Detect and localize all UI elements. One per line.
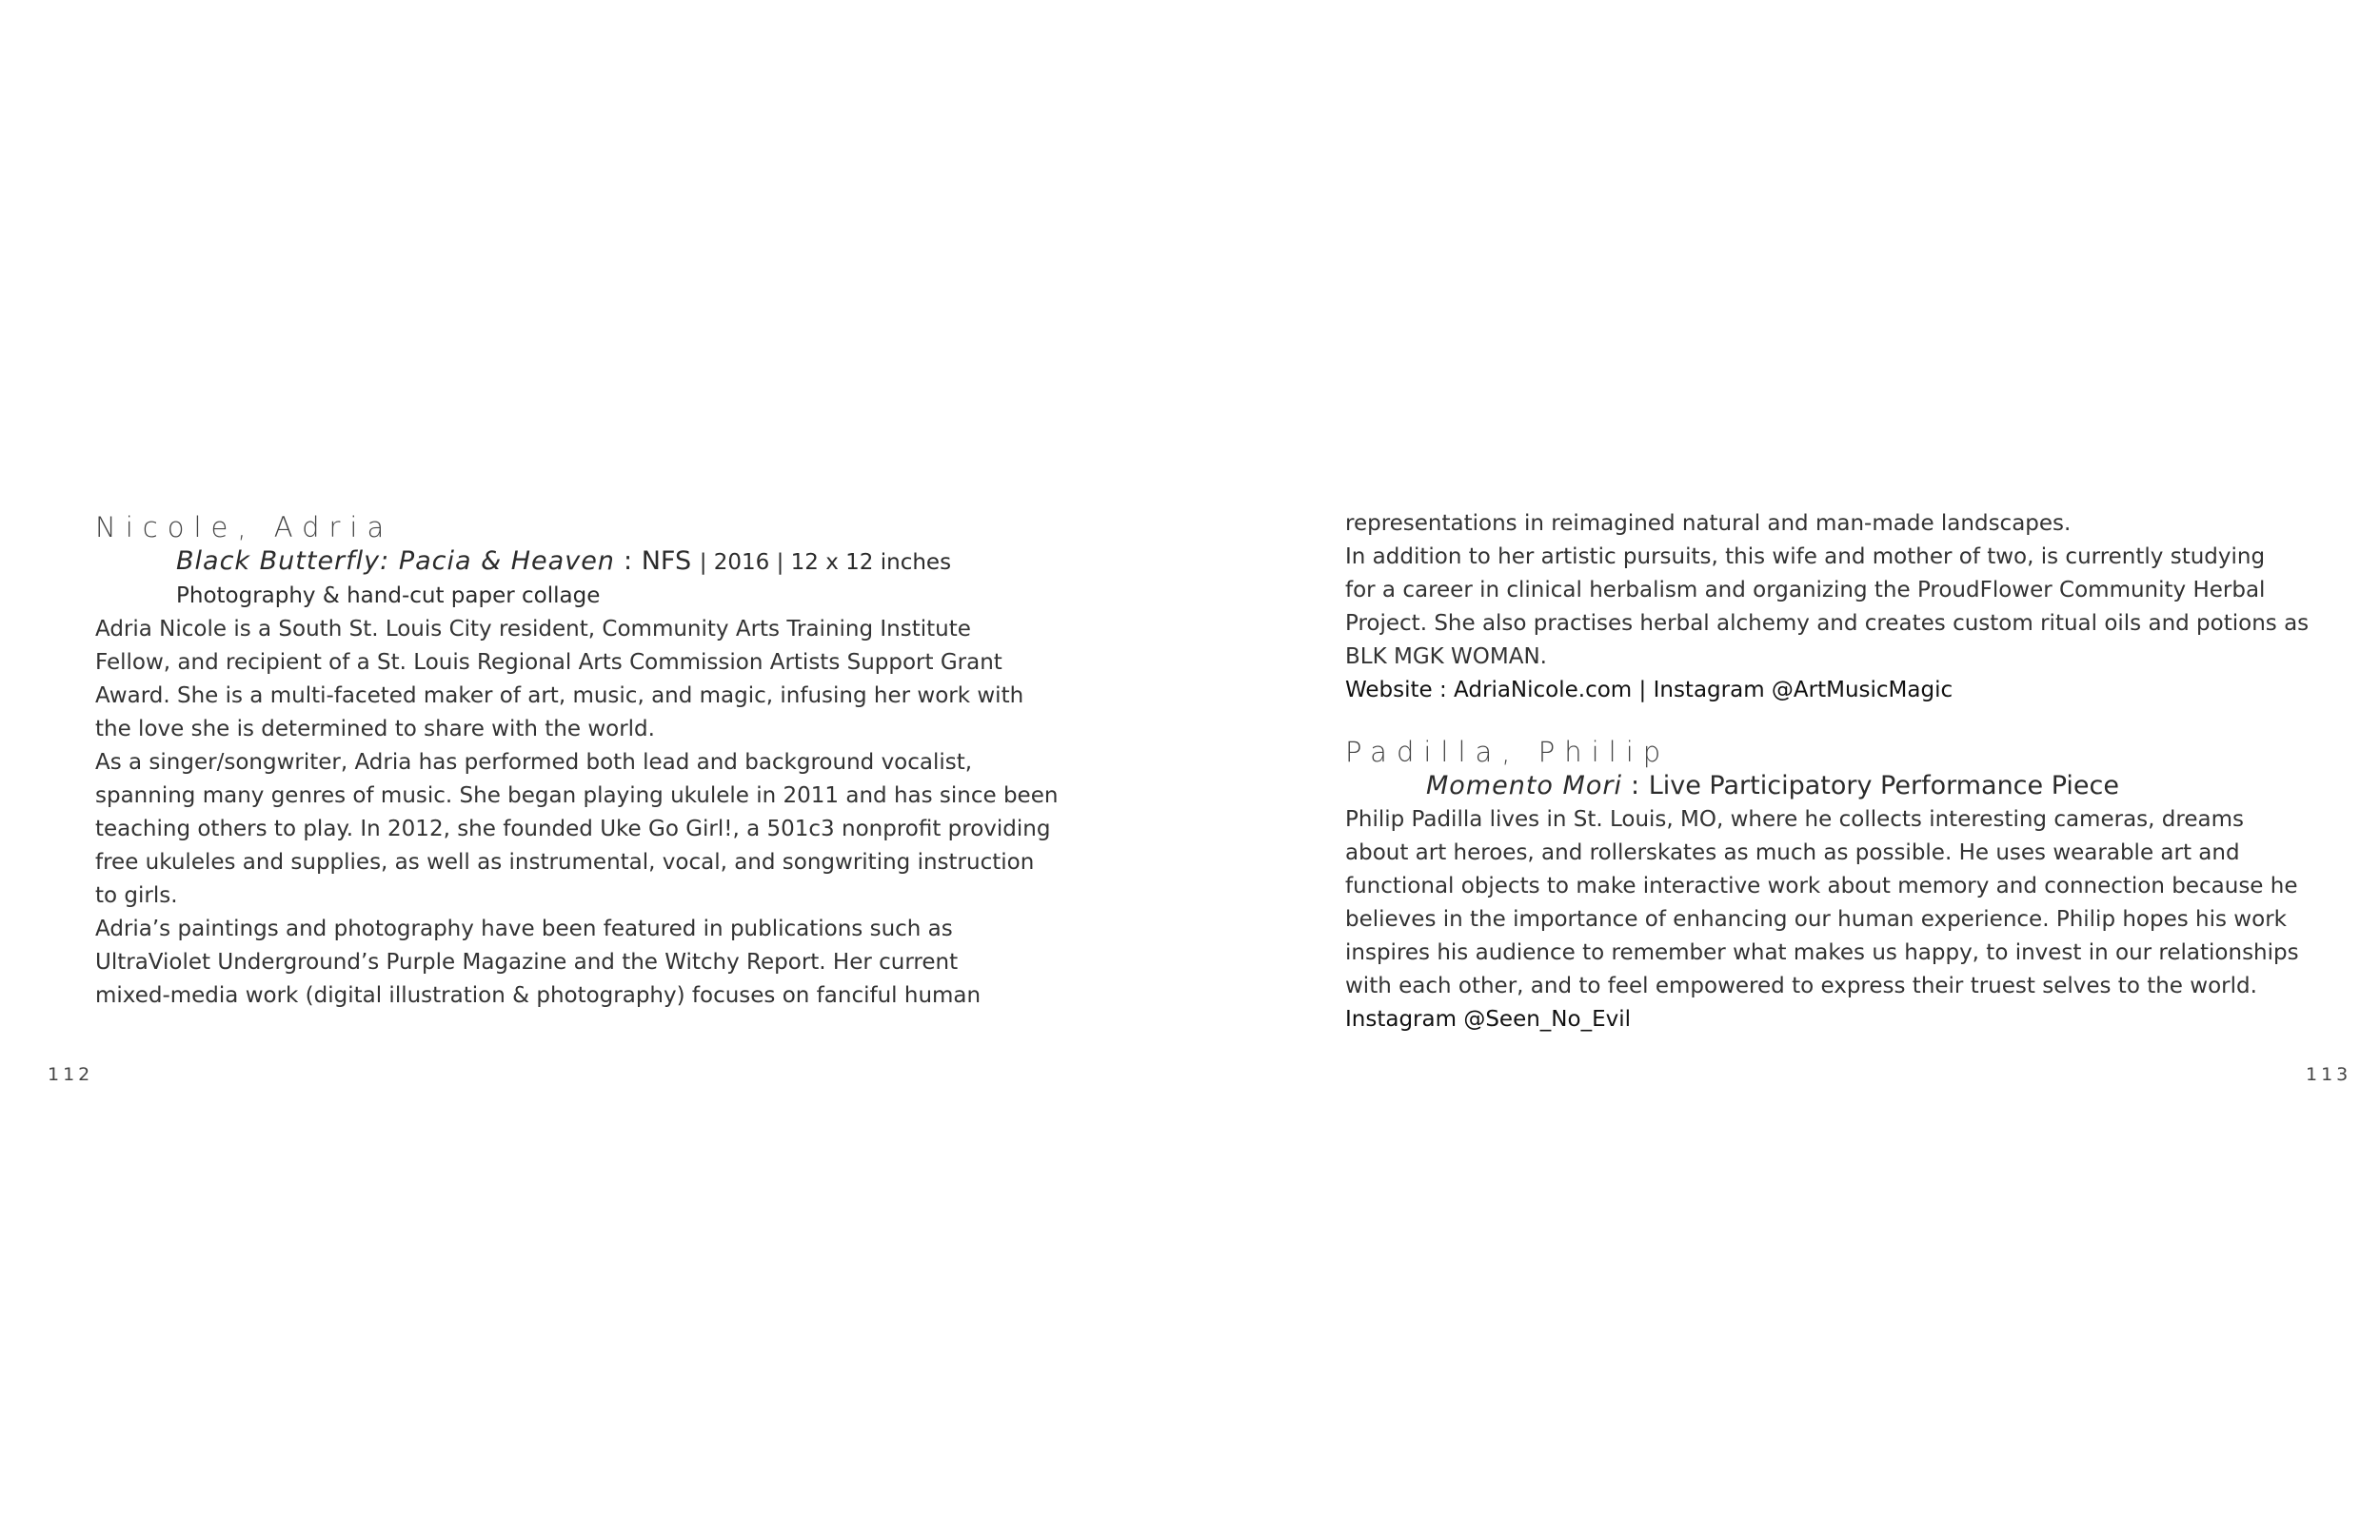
artwork-line — [95, 544, 1104, 580]
artist-bio-continued — [1345, 507, 2354, 674]
bio-line: free ukuleles and supplies, as well as instrumental, vocal, and songwriting instruction — [95, 850, 1035, 875]
bio-line: In addition to her artistic pursuits, this wife and mother of two, is currently studying — [1345, 544, 2266, 569]
artist-contact: Website : AdriaNicole.com | Instagram @ArtMusicMagic — [1345, 678, 1954, 702]
bio-line: believes in the importance of enhancing our human experience. Philip hopes his work — [1345, 907, 2287, 932]
bio-line: spanning many genres of music. She began playing ukulele in 2011 and has since been — [95, 783, 1059, 808]
artwork-separator: : — [614, 546, 642, 576]
artwork-price: NFS — [641, 546, 692, 576]
bio-line: the love she is determined to share with the world. — [95, 717, 655, 741]
bio-line: mixed-media work (digital illustration & photography) focuses on fanciful human — [95, 983, 982, 1008]
artist-contact: Instagram @Seen_No_Evil — [1345, 1007, 1631, 1032]
artist-entry-nicole — [95, 510, 1104, 1013]
bio-line: Adria Nicole is a South St. Louis City resident, Community Arts Training Institute — [95, 617, 971, 642]
bio-line: UltraViolet Underground’s Purple Magazine and the Witchy Report. Her current — [95, 950, 959, 975]
bio-line: Adria’s paintings and photography have been featured in publications such as — [95, 917, 953, 941]
bio-line: functional objects to make interactive work about memory and connection because he — [1345, 874, 2298, 898]
bio-line: teaching others to play. In 2012, she founded Uke Go Girl!, a 501c3 nonprofit providing — [95, 817, 1051, 841]
artwork-year-size: | 2016 | 12 x 12 inches — [699, 550, 952, 575]
bio-line: Project. She also practises herbal alchemy and creates custom ritual oils and potions as — [1345, 611, 2310, 636]
bio-line: for a career in clinical herbalism and organizing the ProudFlower Community Herbal — [1345, 578, 2266, 602]
artist-name: Nicole, Adria — [95, 511, 394, 543]
right-page — [1190, 0, 2380, 1540]
page-number: 113 — [2306, 1064, 2352, 1085]
bio-line: BLK MGK WOMAN. — [1345, 644, 1547, 669]
artist-entry-nicole-continued — [1345, 507, 2354, 707]
artist-name: Padilla, Philip — [1345, 736, 1671, 768]
artist-bio — [1345, 803, 2354, 1003]
bio-line: As a singer/songwriter, Adria has performed both lead and background vocalist, — [95, 750, 973, 775]
artwork-medium: Photography & hand-cut paper collage — [176, 583, 601, 608]
artwork-line — [1345, 769, 2354, 803]
bio-line: to girls. — [95, 883, 178, 908]
artist-entry-padilla — [1345, 735, 2354, 1037]
artwork-separator: : — [1621, 771, 1649, 800]
page-number: 112 — [48, 1064, 94, 1085]
bio-line: Fellow, and recipient of a St. Louis Regional Arts Commission Artists Support Grant — [95, 650, 1002, 675]
bio-line: with each other, and to feel empowered to express their truest selves to the world. — [1345, 974, 2257, 998]
bio-line: inspires his audience to remember what makes us happy, to invest in our relationships — [1345, 940, 2299, 965]
bio-line: Philip Padilla lives in St. Louis, MO, where he collects interesting cameras, dreams — [1345, 807, 2244, 832]
artist-bio — [95, 613, 1104, 1013]
artwork-title: Momento Mori — [1426, 771, 1622, 800]
artwork-title: Black Butterfly: Pacia & Heaven — [176, 546, 615, 576]
bio-line: representations in reimagined natural and man-made landscapes. — [1345, 511, 2072, 536]
artwork-description: Live Participatory Performance Piece — [1648, 771, 2119, 800]
bio-line: about art heroes, and rollerskates as much as possible. He uses wearable art and — [1345, 840, 2240, 865]
bio-line: Award. She is a multi-faceted maker of art, music, and magic, infusing her work with — [95, 683, 1024, 708]
